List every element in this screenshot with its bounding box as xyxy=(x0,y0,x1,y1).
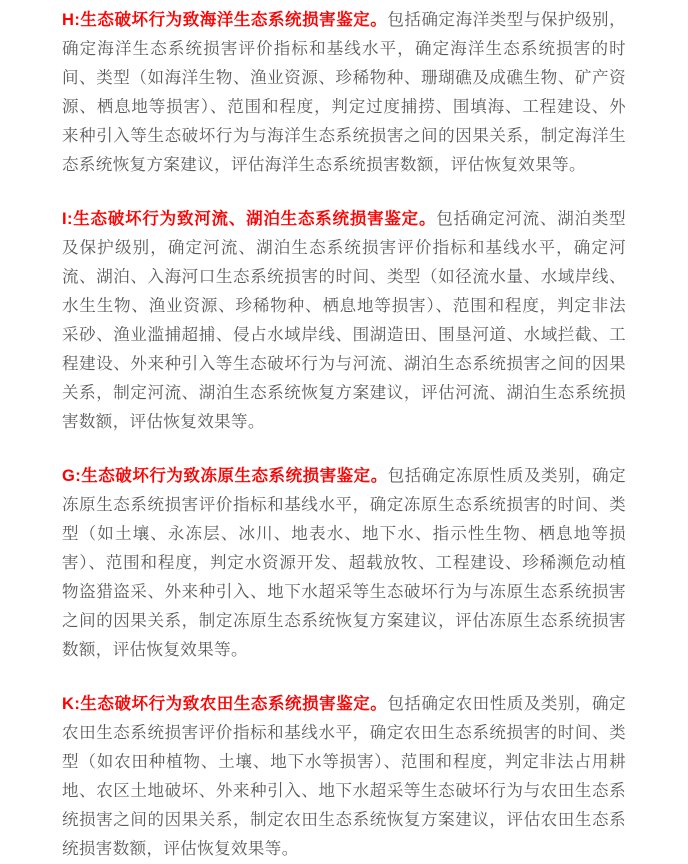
paragraph-h-body: 包括确定海洋类型与保护级别，确定海洋生态系统损害评价指标和基线水平，确定海洋生态系统损害的时间、类型（如海洋生物、渔业资源、珍稀物种、珊瑚礁及成礁生物、矿产资源、栖息地等损害）、范围和程度，判定过度捕捞、围填海、工程建设、外来种引入等生态破坏行为与海洋生态系统损害之间的因果关系，制定海洋生态系统恢复方案建议，评估海洋生态系统损害数额，评估恢复效果等。 xyxy=(62,11,626,174)
paragraph-i-body: 包括确定河流、湖泊类型及保护级别，确定河流、湖泊生态系统损害评价指标和基线水平，确定河流、湖泊、入海河口生态系统损害的时间、类型（如径流水量、水域岸线、水生生物、渔业资源、珍稀物种、栖息地等损害）、范围和程度，判定非法采砂、渔业滥捕超捕、侵占水域岸线、围湖造田、围垦河道、水域拦截、工程建设、外来种引入等生态破坏行为与河流、湖泊生态系统损害之间的因果关系，制定河流、湖泊生态系统恢复方案建议，评估河流、湖泊生态系统损害数额，评估恢复效果等。 xyxy=(62,210,626,431)
paragraph-k-heading: K:生态破坏行为致农田生态系统损害鉴定。 xyxy=(62,695,388,713)
paragraph-h xyxy=(62,6,626,180)
paragraph-g xyxy=(62,462,626,665)
paragraph-i xyxy=(62,205,626,437)
paragraph-k-body: 包括确定农田性质及类别，确定农田生态系统损害评价指标和基线水平，确定农田生态系统损害的时间、类型（如农田种植物、土壤、地下水等损害）、范围和程度，判定非法占用耕地、农区土地破坏、外来种引入、地下水超采等生态破坏行为与农田生态系统损害之间的因果关系，制定农田生态系统恢复方案建议，评估农田生态系统损害数额，评估恢复效果等。 xyxy=(62,695,626,858)
paragraph-g-heading: G:生态破坏行为致冻原生态系统损害鉴定。 xyxy=(62,467,388,485)
paragraph-h-heading: H:生态破坏行为致海洋生态系统损害鉴定。 xyxy=(62,11,388,29)
paragraph-k xyxy=(62,690,626,864)
paragraph-i-heading: I:生态破坏行为致河流、湖泊生态系统损害鉴定。 xyxy=(62,210,437,228)
paragraph-g-body: 包括确定冻原性质及类别，确定冻原生态系统损害评价指标和基线水平，确定冻原生态系统损害的时间、类型（如土壤、永冻层、冰川、地表水、地下水、指示性生物、栖息地等损害）、范围和程度，判定水资源开发、超载放牧、工程建设、珍稀濒危动植物盗猎盗采、外来种引入、地下水超采等生态破坏行为与冻原生态系统损害之间的因果关系，制定冻原生态系统恢复方案建议，评估冻原生态系统损害数额，评估恢复效果等。 xyxy=(62,467,626,659)
